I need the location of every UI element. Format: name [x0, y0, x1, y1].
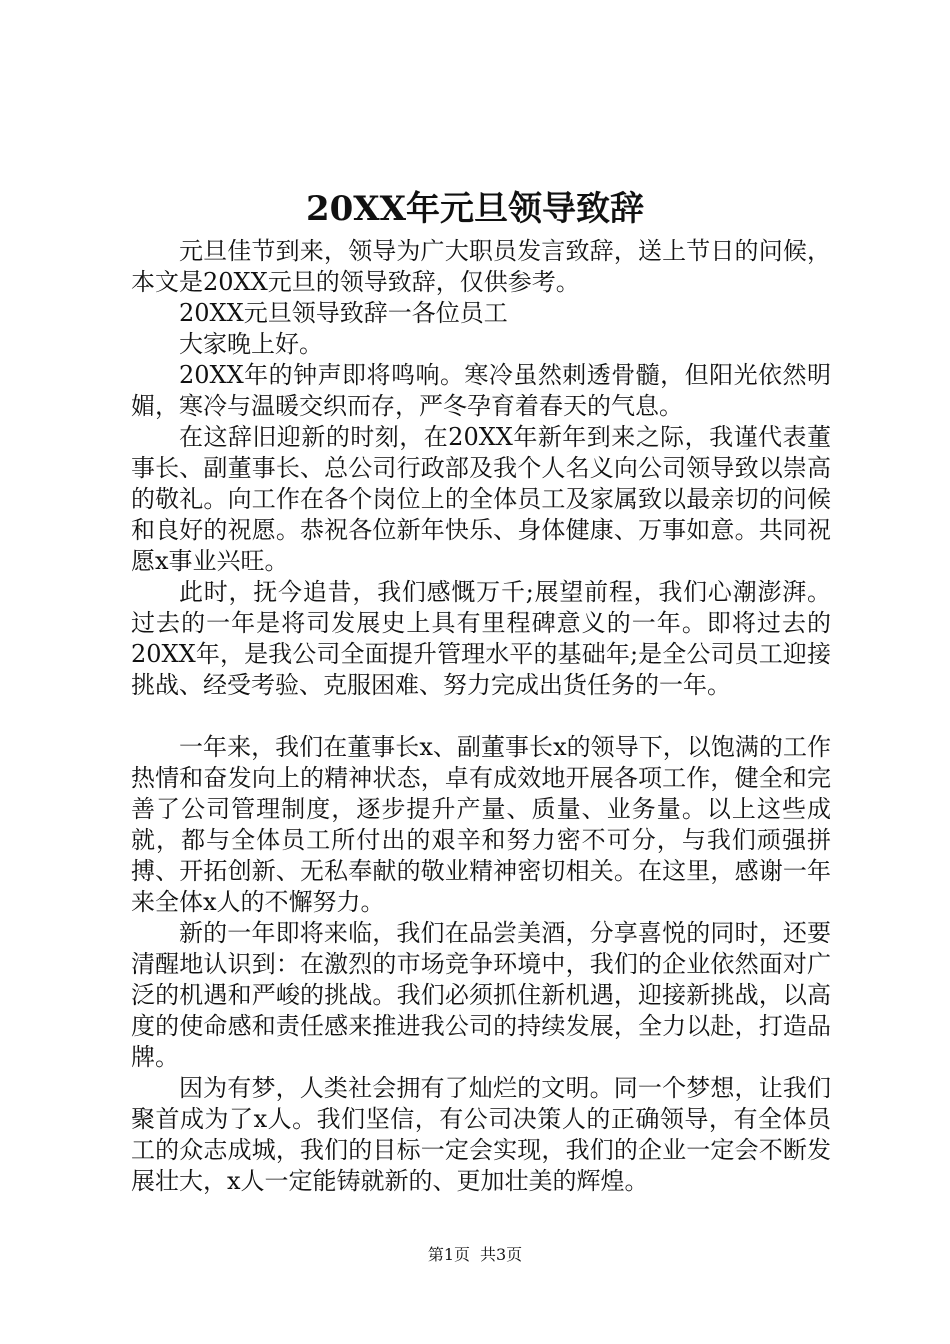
paragraph-challenges: 新的一年即将来临，我们在品尝美酒，分享喜悦的同时，还要清醒地认识到：在激烈的市场竞争环境中，我们的企业依然面对广泛的机遇和严峻的挑战。我们必须抓住新机遇，迎接新挑战，以高度的使命感和责任感来推进我公司的持续发展，全力以赴，打造品牌。: [131, 919, 831, 1071]
paragraph-reflection: 此时，抚今追昔，我们感慨万千;展望前程，我们心潮澎湃。过去的一年是将司发展史上具有里程碑意义的一年。即将过去的20XX年，是我公司全面提升管理水平的基础年;是全公司员工迎接挑战、经受考验、克服困难、努力完成出货任务的一年。: [131, 578, 831, 699]
paragraph-achievements: 一年来，我们在董事长x、副董事长x的领导下，以饱满的工作热情和奋发向上的精神状态，卓有成效地开展各项工作，健全和完善了公司管理制度，逐步提升产量、质量、业务量。以上这些成就，都与全体员工所付出的艰辛和努力密不可分，与我们顽强拼搏、开拓创新、无私奉献的敬业精神密切相关。在这里，感谢一年来全体x人的不懈努力。: [131, 733, 831, 916]
document-body: [131, 236, 831, 1197]
document-title: 20XX年元旦领导致辞: [305, 189, 645, 229]
page-total: 共3页: [480, 1245, 523, 1264]
paragraph-dream: 因为有梦，人类社会拥有了灿烂的文明。同一个梦想，让我们聚首成为了x人。我们坚信，有公司决策人的正确领导，有全体员工的众志成城，我们的目标一定会实现，我们的企业一定会不断发展壮大，x人一定能铸就新的、更加壮美的辉煌。: [131, 1074, 831, 1195]
page-footer: [0, 1243, 950, 1267]
page-number: 第1页: [427, 1245, 470, 1264]
paragraph-heading: 20XX元旦领导致辞一各位员工: [179, 299, 508, 327]
paragraph-new-year-greeting: 在这辞旧迎新的时刻，在20XX年新年到来之际，我谨代表董事长、副董事长、总公司行政部及我个人名义向公司领导致以崇高的敬礼。向工作在各个岗位上的全体员工及家属致以最亲切的问候和良好的祝愿。恭祝各位新年快乐、身体健康、万事如意。共同祝愿x事业兴旺。: [131, 423, 831, 575]
paragraph-greeting: 大家晚上好。: [179, 330, 323, 358]
paragraph-bell: 20XX年的钟声即将鸣响。寒冷虽然刺透骨髓，但阳光依然明媚，寒冷与温暖交织而存，严冬孕育着春天的气息。: [131, 361, 831, 420]
paragraph-intro: 元旦佳节到来，领导为广大职员发言致辞，送上节日的问候，本文是20XX元旦的领导致辞，仅供参考。: [131, 237, 831, 296]
